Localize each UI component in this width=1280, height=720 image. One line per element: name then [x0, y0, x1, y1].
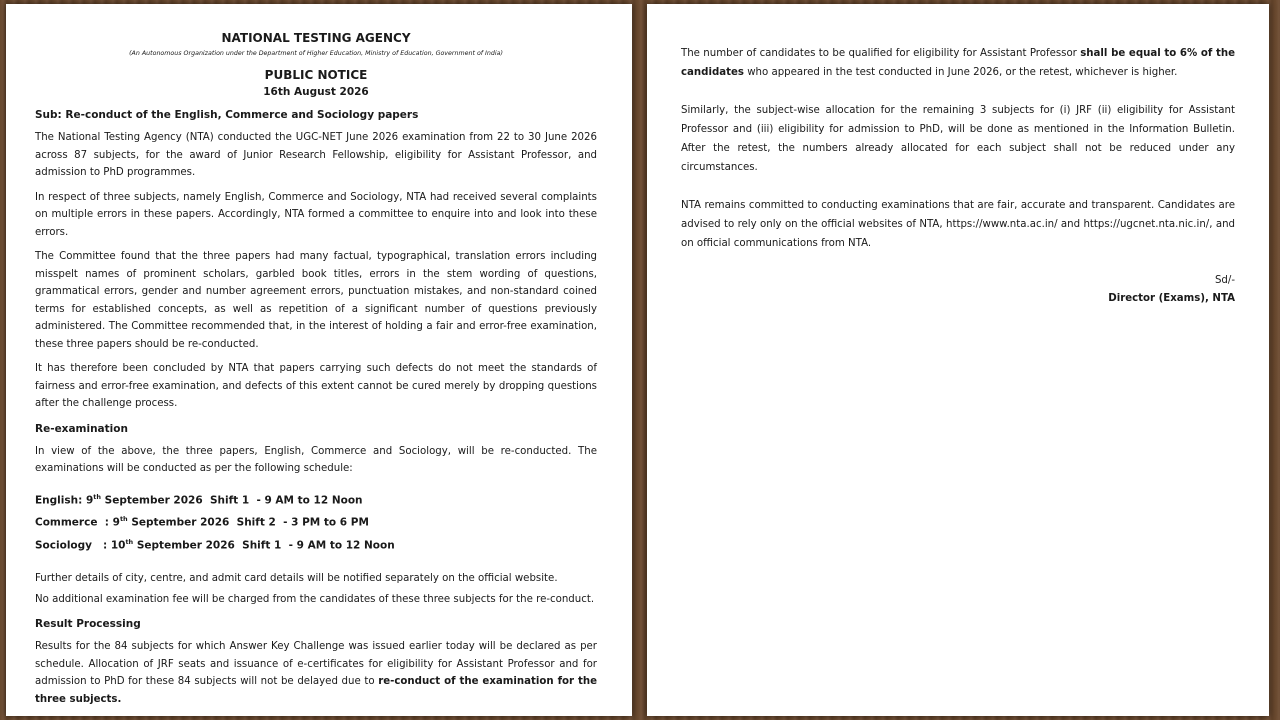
no-fee-paragraph: No additional examination fee will be charged from the candidates of these three subjects for the re-conduct. [35, 593, 595, 605]
notice-subject: Sub: Re-conduct of the English, Commerce and Sociology papers [35, 109, 419, 121]
signature-block [681, 272, 1235, 308]
schedule-list [35, 488, 597, 556]
signature-sd: Sd/- [1214, 275, 1235, 286]
schedule-row-english: English: 9th September 2026 Shift 1 - 9 AM to 12 Noon [35, 492, 363, 506]
schedule-row-sociology: Sociology : 10th September 2026 Shift 1 - 9 AM to 12 Noon [35, 537, 395, 551]
result-processing-emphasis: re-conduct of the examination for the three subjects. [35, 676, 597, 705]
qualification-emphasis: shall be equal to 6% of the candidates [681, 48, 1236, 78]
complaints-paragraph: In respect of three subjects, namely English, Commerce and Sociology, NTA had received several complaints on multiple errors in these papers. Accordingly, NTA formed a committee to enquire into and look into these errors. [35, 191, 597, 238]
conclusion-paragraph: It has therefore been concluded by NTA that papers carrying such defects do not meet the standards of fairness and error-free examination, and defects of this extent cannot be cured merely by dropping questions after the challenge process. [35, 363, 597, 409]
notice-title: PUBLIC NOTICE [264, 68, 368, 82]
allocation-paragraph: Similarly, the subject-wise allocation for the remaining 3 subjects for (i) JRF (ii) eligibility for Assistant Professor and (iii) eligibility for admission to PhD, will be done as mentioned in the Information Bulletin. After the retest, the numbers already allocated for each subject shall not be reduced under any circumstances. [681, 105, 1235, 173]
org-subtitle: (An Autonomous Organization under the Department of Higher Education, Ministry of Education, Government of India) [129, 50, 503, 57]
org-title: NATIONAL TESTING AGENCY [221, 31, 411, 45]
schedule-row-commerce: Commerce : 9th September 2026 Shift 2 - 3 PM to 6 PM [35, 515, 369, 529]
notice-date: 16th August 2026 [263, 86, 369, 98]
reexam-heading: Re-examination [35, 422, 128, 435]
signatory-title: Director (Exams), NTA [1108, 293, 1235, 304]
committee-findings-paragraph: The Committee found that the three papers had many factual, typographical, translation errors including misspelt names of prominent scholars, garbled book titles, errors in the stem wording of questions, grammatical errors, gender and number agreement errors, punctuation mistakes, and non-standard coined terms for established concepts, as well as repetition of a significant number of questions previously administered. The Committee recommended that, in the interest of holding a fair and error-free examination, these three papers should be re-conducted. [35, 251, 597, 350]
notice-page-left [6, 4, 632, 716]
notice-page-right [647, 4, 1269, 716]
qualification-paragraph: The number of candidates to be qualified for eligibility for Assistant Professor shall be equal to 6% of the candidates who appeared in the test conducted in June 2026, or the retest, whichever is higher. [681, 48, 1236, 78]
result-processing-paragraph: Results for the 84 subjects for which Answer Key Challenge was issued earlier today will be declared as per schedule. Allocation of JRF seats and issuance of e-certificates for eligibility for Assistant Professor and for admission to PhD for these 84 subjects will not be delayed due to re-conduct of the examination for the three subjects. [35, 641, 597, 705]
intro-paragraph: The National Testing Agency (NTA) conducted the UGC-NET June 2026 examination from 22 to 30 June 2026 across 87 subjects, for the award of Junior Research Fellowship, eligibility for Assistant Professor, and admission to PhD programmes. [35, 132, 597, 178]
result-processing-heading: Result Processing [35, 618, 141, 630]
further-details-paragraph: Further details of city, centre, and admit card details will be notified separately on the official website. [35, 573, 558, 584]
reexam-paragraph: In view of the above, the three papers, English, Commerce and Sociology, will be re-conducted. The examinations will be conducted as per the following schedule: [35, 445, 597, 474]
commitment-paragraph: NTA remains committed to conducting examinations that are fair, accurate and transparent. Candidates are advised to rely only on the official websites of NTA, https://www.nta.ac.in/ and https://ugcnet.nta.nic.in/, and on official communications from NTA. [681, 200, 1235, 249]
